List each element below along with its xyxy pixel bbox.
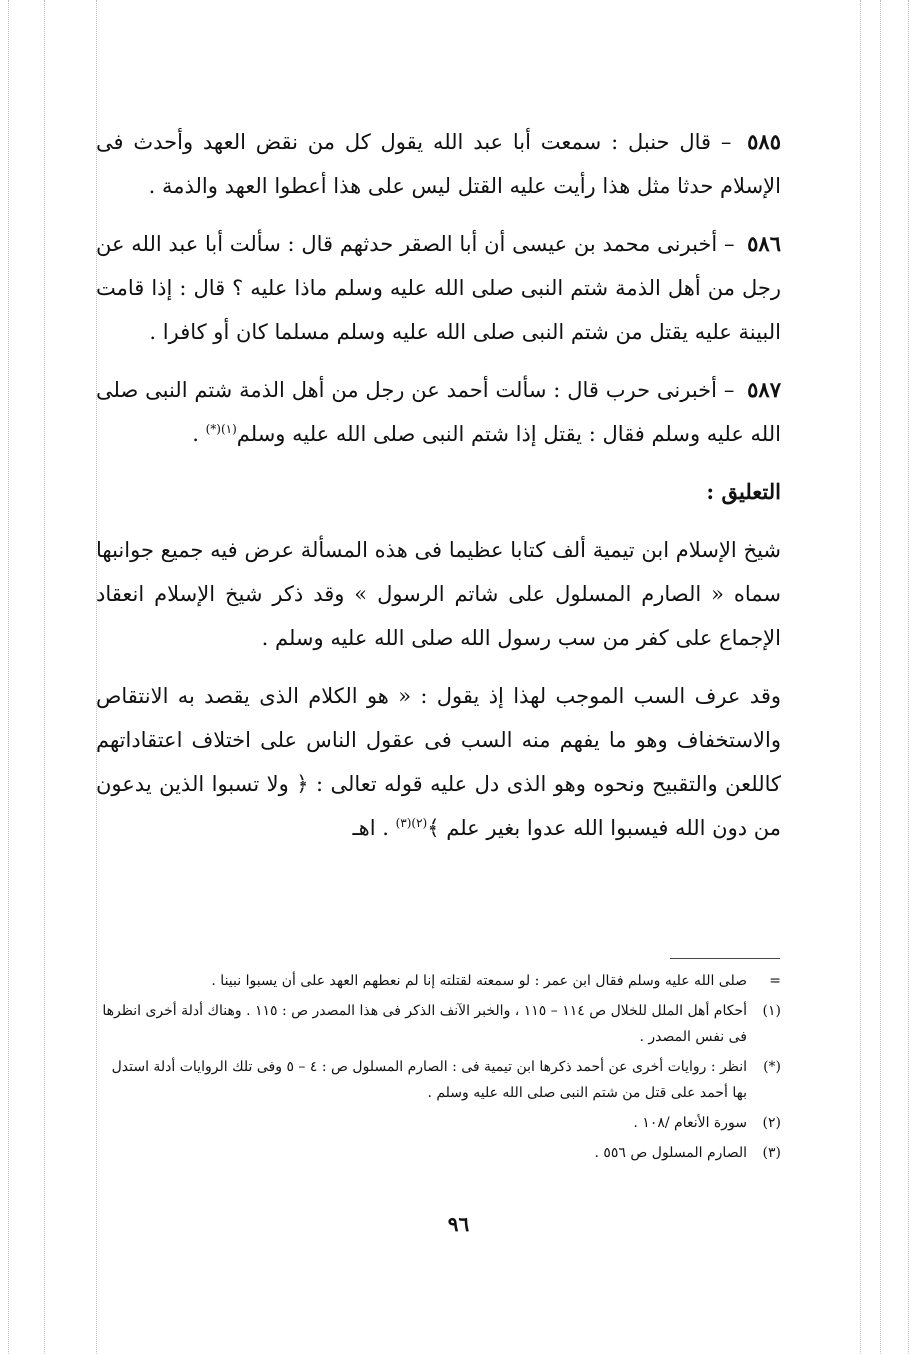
- footnote-text: انظر : روايات أخرى عن أحمد ذكرها ابن تيمية فى : الصارم المسلول ص : ٤ – ٥ وفى تلك الروايات أدلة استدل بها أحمد على قتل من شتم النبى صلى الله عليه وسلم .: [111, 1059, 747, 1101]
- footnote-mark: (٣): [762, 1145, 781, 1161]
- footnote-text: الصارم المسلول ص ٥٥٦ .: [594, 1145, 747, 1161]
- paragraph-number: ٥٨٦: [747, 231, 781, 256]
- footnote-mark: (١): [762, 1003, 781, 1019]
- paragraph-number: ٥٨٥: [747, 129, 781, 154]
- paragraph-text: وقد عرف السب الموجب لهذا إذ يقول : « هو الكلام الذى يقصد به الانتقاص والاستخفاف وهو ما يفهم منه السب فى عقول الناس على اختلاف اعتقاداتهم كاللعن والتقبيح ونحوه وهو الذى دل عليه قوله تعالى : ﴿ ولا تسبوا الذين يدعون من دون الله فيسبوا الله عدوا بغير علم ﴾: [96, 684, 781, 840]
- footnote: [96, 1054, 781, 1106]
- paragraph-end: . اهـ: [352, 816, 396, 840]
- paragraph-end: .: [192, 422, 206, 446]
- footnote: [96, 1110, 781, 1136]
- scan-line: [908, 0, 909, 1354]
- section-heading: التعليق :: [706, 479, 781, 504]
- footnote-mark: =: [769, 973, 781, 989]
- paragraph-text: – أخبرنى حرب قال : سألت أحمد عن رجل من أهل الذمة شتم النبى صلى الله عليه وسلم فقال : يقتل إذا شتم النبى صلى الله عليه وسلم: [96, 378, 781, 446]
- scan-line: [44, 0, 45, 1354]
- footnote-reference: (١)(*): [205, 422, 237, 436]
- footnote-text: صلى الله عليه وسلم فقال ابن عمر : لو سمعته لقتلته إنا لم نعطهم العهد على أن يسبوا نبينا .: [211, 973, 747, 989]
- paragraph-587: [96, 368, 781, 456]
- main-text: [96, 120, 781, 864]
- footnote-text: سورة الأنعام /١٠٨ .: [633, 1115, 747, 1131]
- paragraph-586: [96, 222, 781, 354]
- footnote: [96, 998, 781, 1050]
- footnote-divider: [670, 958, 780, 959]
- paragraph-number: ٥٨٧: [747, 377, 781, 402]
- scan-line: [880, 0, 881, 1354]
- scan-line: [860, 0, 861, 1354]
- paragraph-585: [96, 120, 781, 208]
- footnote-mark: (*): [763, 1059, 781, 1075]
- footnotes: [96, 968, 781, 1170]
- footnote-text: أحكام أهل الملل للخلال ص ١١٤ – ١١٥ ، والخبر الآنف الذكر فى هذا المصدر ص : ١١٥ . وهناك أدلة أخرى انظرها فى نفس المصدر .: [102, 1003, 747, 1045]
- footnote: [96, 1140, 781, 1166]
- page-number: ٩٦: [447, 1212, 470, 1236]
- paragraph-text: – أخبرنى محمد بن عيسى أن أبا الصقر حدثهم قال : سألت أبا عبد الله عن رجل من أهل الذمة شتم النبى صلى الله عليه وسلم ماذا عليه ؟ قال : إذا قامت البينة عليه يقتل من شتم النبى صلى الله عليه وسلم مسلما كان أو كافرا .: [96, 232, 781, 344]
- commentary-paragraph: [96, 528, 781, 660]
- scan-line: [8, 0, 9, 1354]
- paragraph-text: – قال حنبل : سمعت أبا عبد الله يقول كل من نقض العهد وأحدث فى الإسلام حدثا مثل هذا رأيت عليه القتل ليس على هذا أعطوا العهد والذمة .: [96, 130, 781, 198]
- footnote-mark: (٢): [762, 1115, 781, 1131]
- footnote: [96, 968, 781, 994]
- footnote-reference: (٢)(٣): [395, 816, 428, 830]
- commentary-paragraph: [96, 674, 781, 850]
- paragraph-text: شيخ الإسلام ابن تيمية ألف كتابا عظيما فى هذه المسألة عرض فيه جميع جوانبها سماه « الصارم المسلول على شاتم الرسول » وقد ذكر شيخ الإسلام انعقاد الإجماع على كفر من سب رسول الله صلى الله عليه وسلم .: [96, 538, 781, 650]
